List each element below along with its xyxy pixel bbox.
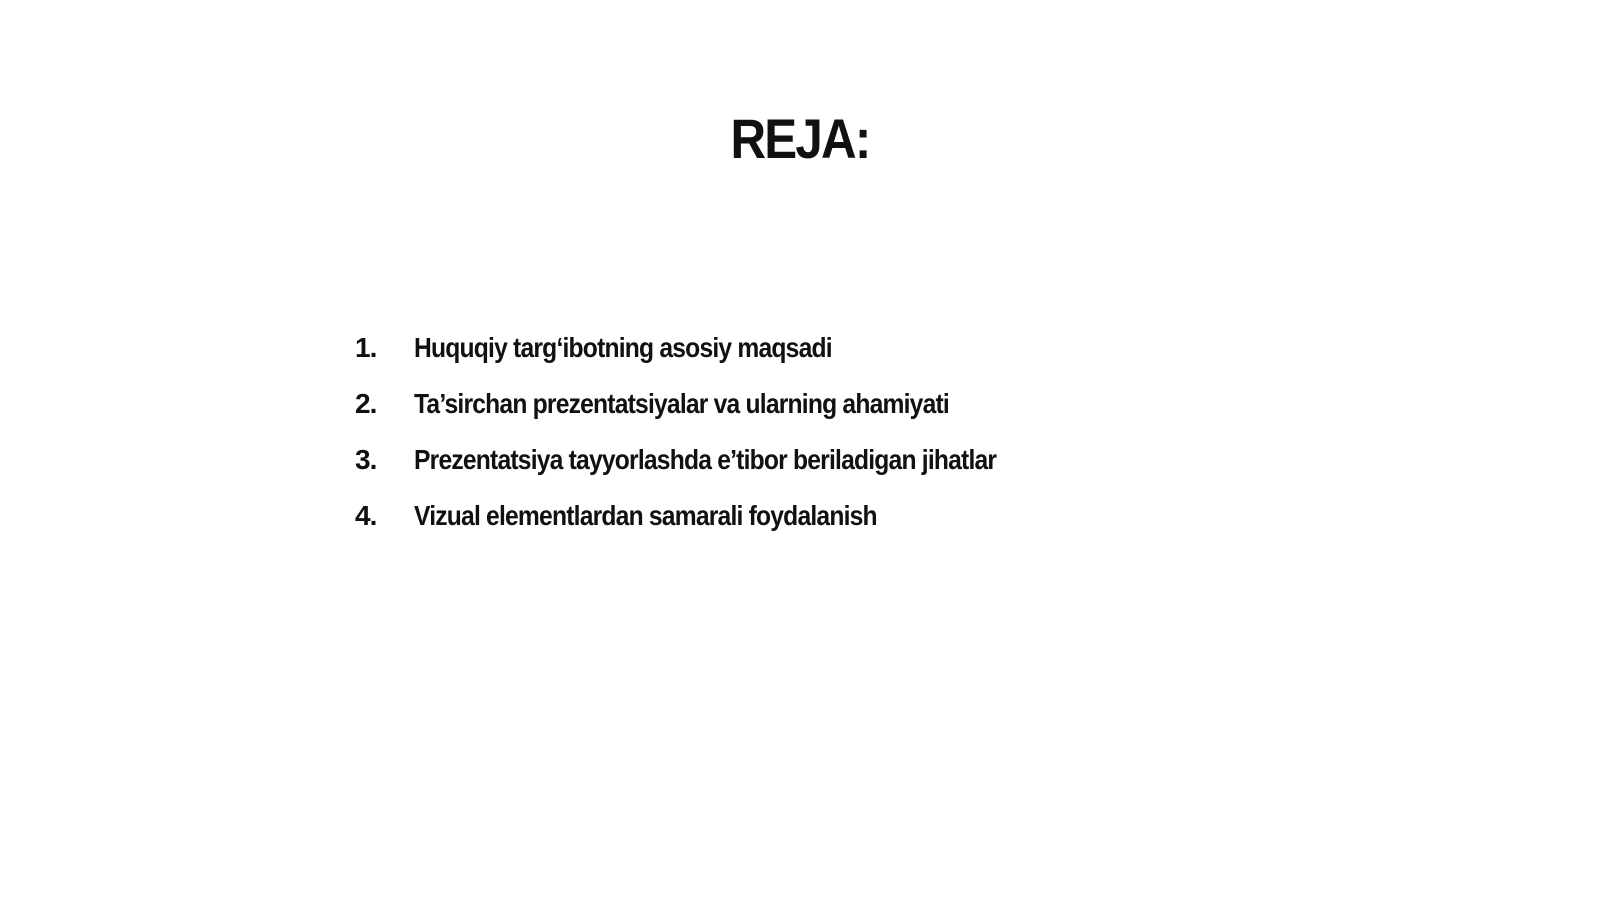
list-item-text: Vizual elementlardan samarali foydalanish: [414, 500, 877, 531]
list-item-text: Ta’sirchan prezentatsiyalar va ularning ahamiyati: [414, 388, 949, 419]
list-item: [355, 496, 1076, 552]
list-item-number: 2.: [355, 388, 377, 419]
list-item: [355, 384, 1076, 440]
list-item-text: Huquqiy targ‘ibotning asosiy maqsadi: [414, 332, 832, 363]
list-item-number: 4.: [355, 500, 377, 531]
slide-title: REJA:: [730, 107, 870, 170]
list-item: [355, 440, 1076, 496]
list-item-number: 3.: [355, 444, 377, 475]
list-item: [355, 328, 1076, 384]
list-item-number: 1.: [355, 332, 377, 363]
list-item-text: Prezentatsiya tayyorlashda e’tibor beriladigan jihatlar: [414, 444, 997, 475]
agenda-list: [355, 328, 1076, 552]
